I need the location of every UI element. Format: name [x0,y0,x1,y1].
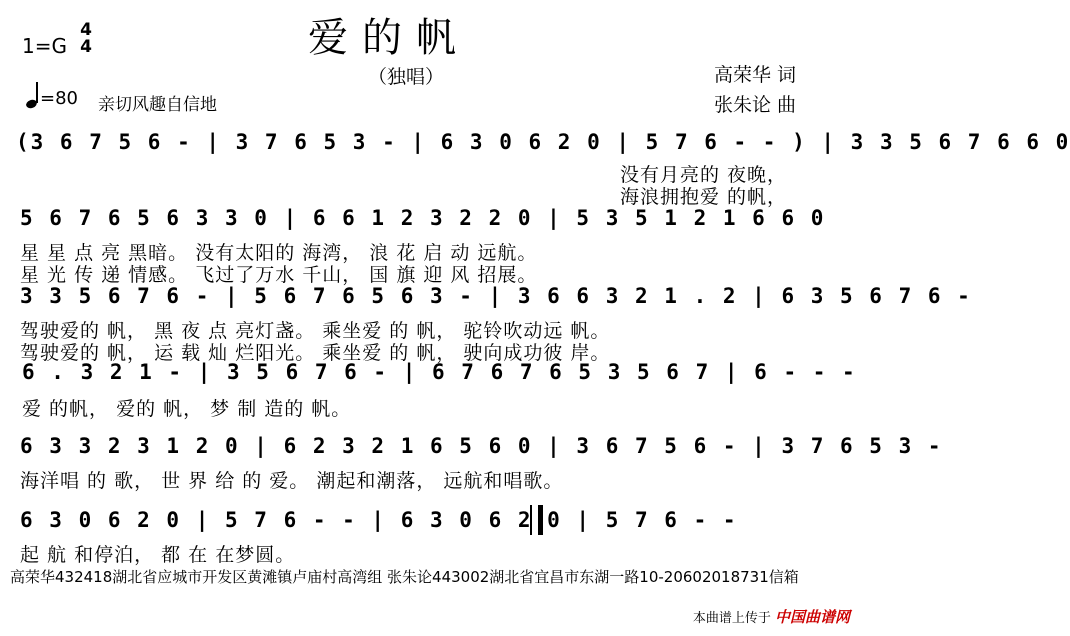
lyric-row-1-verse-2: 海浪拥抱爱 的帆， [620,186,788,208]
lyric-row-5: 海洋唱 的 歌， 世 界 给 的 爱。 潮起和潮落， 远航和唱歌。 [20,470,564,492]
song-title: 爱的帆 [308,15,470,61]
lyric-row-3-verse-1: 驾驶爱的 帆， 黑 夜 点 亮灯盏。 乘坐爱 的 帆， 驼铃吹动远 帆。 [20,320,611,342]
site-logo[interactable]: 中国曲谱网 [774,608,850,626]
lyric-row-3-verse-2: 驾驶爱的 帆， 运 载 灿 烂阳光。 乘坐爱 的 帆， 驶向成功彼 岸。 [20,342,611,364]
music-row-4: 6 . 3 2 1 - | 3 5 6 7 6 - | 6 7 6 7 6 5 3 5 6 7 | 6 - - - [22,360,857,384]
author-addresses: 高荣华432418湖北省应城市开发区黄滩镇卢庙村高湾组 张朱论443002湖北省宜昌市东湖一路10-20602018731信箱 [10,568,799,586]
song-subtitle: （独唱） [368,66,445,88]
time-signature-top: 4 [80,20,92,40]
tempo-marking: =80 [40,88,78,109]
expression-marking: 亲切风趣自信地 [98,95,217,115]
music-row-6: 6 3 0 6 2 0 | 5 7 6 - - | 6 3 0 6 2 0 | 5 7 6 - - [20,508,738,532]
lyricist-credit: 高荣华 词 [714,64,797,86]
final-barline [530,505,543,535]
lyric-row-1-verse-1: 没有月亮的 夜晚， [620,164,788,186]
composer-credit: 张朱论 曲 [714,94,797,116]
upload-notice [693,606,850,627]
music-row-5: 6 3 3 2 3 1 2 0 | 6 2 3 2 1 6 5 6 0 | 3 6 7 5 6 - | 3 7 6 5 3 - [20,434,943,458]
time-signature [78,22,94,56]
lyric-row-6: 起 航 和停泊， 都 在 在梦圆。 [20,544,296,566]
lyric-row-2-verse-1: 星 星 点 亮 黑暗。 没有太阳的 海湾， 浪 花 启 动 远航。 [20,242,538,264]
quarter-note-stem-icon [36,82,38,103]
music-row-1: (3 6 7 5 6 - | 3 7 6 5 3 - | 6 3 0 6 2 0 | 5 7 6 - - ) | 3 3 5 6 7 6 6 0 [16,130,1070,154]
time-signature-bottom: 4 [80,37,92,57]
lyric-row-2-verse-2: 星 光 传 递 情感。 飞过了万水 千山， 国 旗 迎 风 招展。 [20,264,538,286]
music-row-2: 5 6 7 6 5 6 3 3 0 | 6 6 1 2 3 2 2 0 | 5 3 5 1 2 1 6 6 0 [20,206,826,230]
upload-text: 本曲谱上传于 [692,611,771,626]
key-signature: 1=G [22,34,67,58]
lyric-row-4: 爱 的帆， 爱的 帆， 梦 制 造的 帆。 [22,398,352,420]
music-row-3: 3 3 5 6 7 6 - | 5 6 7 6 5 6 3 - | 3 6 6 3 2 1 . 2 | 6 3 5 6 7 6 - [20,284,972,308]
